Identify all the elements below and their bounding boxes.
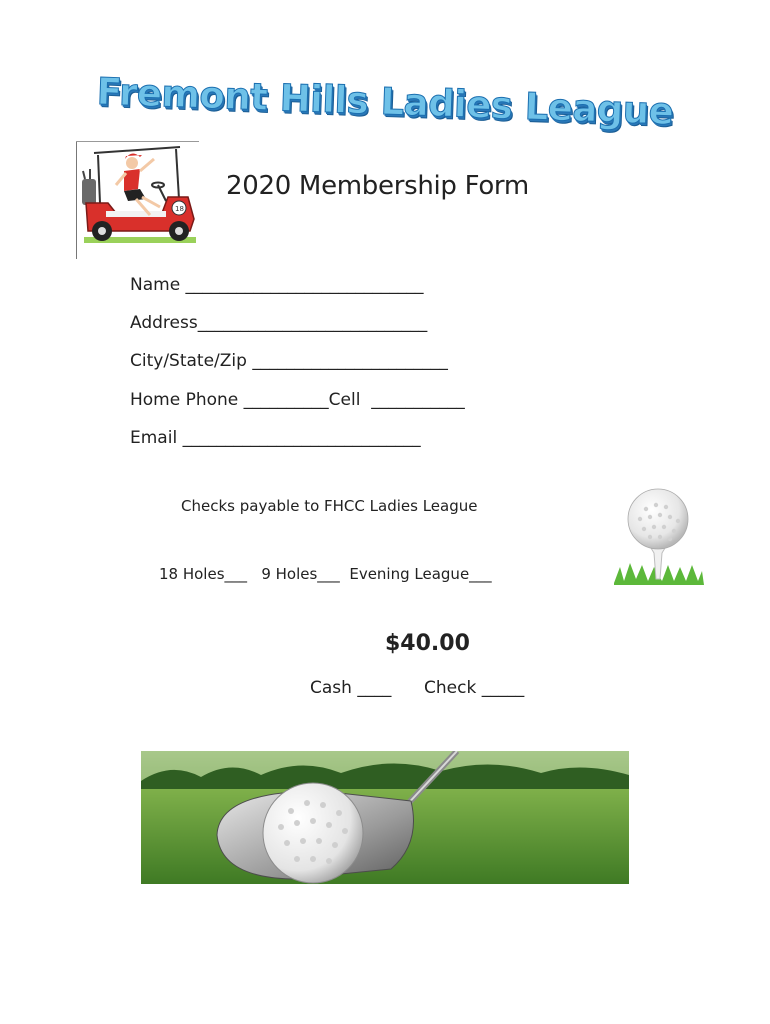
name-field[interactable]: Name ____________________________	[130, 275, 424, 295]
svg-text:18: 18	[175, 205, 184, 213]
membership-price: $40.00	[385, 631, 470, 656]
email-field[interactable]: Email ____________________________	[130, 428, 421, 448]
address-field[interactable]: Address___________________________	[130, 313, 428, 333]
page-title: Fremont Hills Ladies League	[96, 69, 674, 134]
golf-club-photo	[141, 751, 629, 884]
cash-option[interactable]: Cash ____	[310, 678, 392, 698]
check-option[interactable]: Check _____	[424, 678, 525, 698]
form-subtitle: 2020 Membership Form	[226, 171, 529, 201]
phone-cell-field[interactable]: Home Phone __________Cell ___________	[130, 390, 465, 410]
checks-payable-note: Checks payable to FHCC Ladies League	[181, 497, 478, 515]
golf-cart-icon	[76, 141, 199, 259]
golf-ball-icon	[610, 487, 706, 591]
holes-options[interactable]: 18 Holes___ 9 Holes___ Evening League___	[159, 565, 492, 583]
city-state-zip-field[interactable]: City/State/Zip _______________________	[130, 351, 448, 371]
